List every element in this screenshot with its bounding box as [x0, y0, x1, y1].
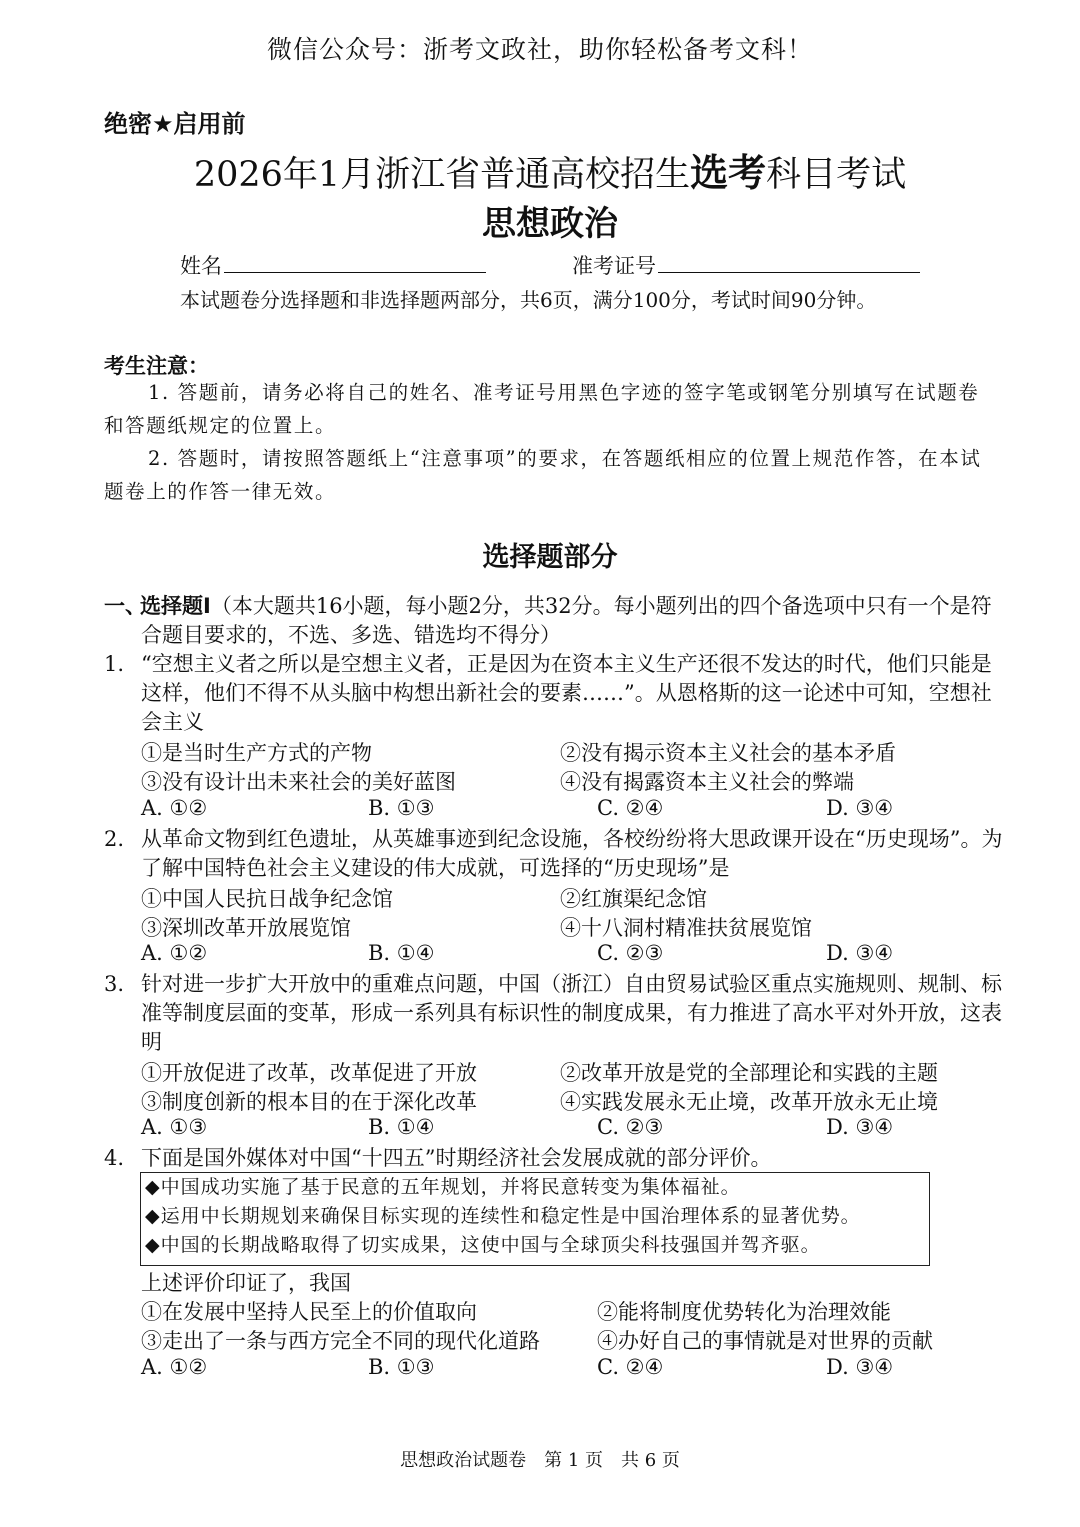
header-banner: 微信公众号：浙考文政社，助你轻松备考文科！ — [266, 35, 813, 64]
question-stem: 从革命文物到红色遗址，从英雄事迹到纪念设施，各校纷纷将大思政课开设在“历史现场”。为了解中国特色社会主义建设的伟大成就，可选择的“历史现场”是 — [141, 827, 1003, 880]
answer-choice: C. ②④ — [597, 1355, 664, 1379]
answer-choice: B. ①③ — [368, 796, 435, 820]
answer-choice: C. ②④ — [597, 796, 664, 820]
quote-line: ◆运用中长期规划来确保目标实现的连续性和稳定性是中国治理体系的显著优势。 — [145, 1205, 861, 1227]
option-item: ③深圳改革开放展览馆 — [141, 916, 351, 940]
question-stem: 针对进一步扩大开放中的重难点问题，中国（浙江）自由贸易试验区重点实施规则、规制、标准等制度层面的变革，形成一系列具有标识性的制度成果，有力推进了高水平对外开放，这表明 — [141, 972, 1002, 1054]
paper-info: 本试题卷分选择题和非选择题两部分，共6页，满分100分，考试时间90分钟。 — [180, 288, 877, 312]
part-prefix: 一、 — [104, 594, 146, 618]
quote-line: ◆中国的长期战略取得了切实成果，这使中国与全球顶尖科技强国并驾齐驱。 — [145, 1234, 821, 1256]
answer-choice: D. ③④ — [826, 1355, 894, 1379]
question-number: 4. — [104, 1146, 125, 1170]
answer-choice: C. ②③ — [597, 941, 664, 965]
question-lead: 上述评价印证了，我国 — [141, 1271, 351, 1295]
answer-choice: D. ③④ — [826, 1115, 894, 1139]
answer-choice: D. ③④ — [826, 941, 894, 965]
question — [0, 650, 1080, 740]
exam-title — [0, 142, 1080, 197]
notice-heading: 考生注意： — [104, 354, 209, 378]
question-stem: “空想主义者之所以是空想主义者，正是因为在资本主义生产还很不发达的时代，他们只能是这样，他们不得不从头脑中构想出新社会的要素……”。从恩格斯的这一论述中可知，空想社会主义 — [141, 652, 992, 734]
exam-title-bold: 选考 — [690, 151, 767, 195]
answer-choice: A. ①② — [141, 941, 208, 965]
answer-choice: A. ①② — [141, 796, 208, 820]
notice-item: 1. 答题前，请务必将自己的姓名、准考证号用黑色字迹的签字笔或钢笔分别填写在试题卷和答题纸规定的位置上。 — [104, 381, 980, 437]
option-item: ④十八洞村精准扶贫展览馆 — [560, 916, 812, 940]
option-item: ④办好自己的事情就是对世界的贡献 — [597, 1329, 933, 1353]
exam-id-field — [572, 250, 920, 280]
answer-choice: B. ①④ — [368, 941, 435, 965]
confidential-label: 绝密★启用前 — [104, 110, 246, 138]
option-item: ④实践发展永无止境，改革开放永无止境 — [560, 1090, 938, 1114]
question — [0, 825, 1080, 885]
question — [0, 970, 1080, 1060]
option-item: ②能将制度优势转化为治理效能 — [597, 1300, 891, 1324]
part-description: 选择题Ⅰ（本大题共16小题，每小题2分，共32分。每小题列出的四个备选项中只有一个是符合题目要求的，不选、多选、错选均不得分） — [140, 594, 992, 647]
exam-id-blank-line — [658, 252, 920, 273]
option-item: ③走出了一条与西方完全不同的现代化道路 — [141, 1329, 540, 1353]
question-stem: 下面是国外媒体对中国“十四五”时期经济社会发展成就的部分评价。 — [141, 1146, 772, 1170]
answer-choice: B. ①④ — [368, 1115, 435, 1139]
exam-id-label: 准考证号 — [572, 254, 656, 278]
question-number: 1. — [104, 652, 125, 676]
quote-line: ◆中国成功实施了基于民意的五年规划，并将民意转变为集体福祉。 — [145, 1176, 741, 1198]
option-item: ①开放促进了改革，改革促进了开放 — [141, 1061, 477, 1085]
question-number: 3. — [104, 972, 125, 996]
option-item: ②红旗渠纪念馆 — [560, 887, 707, 911]
question-number: 2. — [104, 827, 125, 851]
option-item: ①中国人民抗日战争纪念馆 — [141, 887, 393, 911]
answer-choice: C. ②③ — [597, 1115, 664, 1139]
notice-item: 2. 答题时，请按照答题纸上“注意事项”的要求，在答题纸相应的位置上规范作答，在本试题卷上的作答一律无效。 — [104, 447, 982, 503]
page-footer: 思想政治试题卷 第 1 页 共 6 页 — [400, 1450, 680, 1471]
name-label: 姓名 — [180, 254, 222, 278]
question — [0, 1144, 1080, 1174]
option-item: ④没有揭露资本主义社会的弊端 — [560, 770, 854, 794]
answer-choice: A. ①② — [141, 1355, 208, 1379]
option-item: ①在发展中坚持人民至上的价值取向 — [141, 1300, 477, 1324]
quote-box — [140, 1172, 930, 1266]
option-item: ③制度创新的根本目的在于深化改革 — [141, 1090, 477, 1114]
answer-choice: A. ①③ — [141, 1115, 208, 1139]
name-field — [180, 250, 486, 280]
option-item: ②改革开放是党的全部理论和实践的主题 — [560, 1061, 938, 1085]
part-label: 选择题Ⅰ — [140, 594, 211, 618]
name-blank-line — [224, 252, 486, 273]
exam-title-part1: 2026年1月浙江省普通高校招生 — [193, 155, 691, 195]
option-item: ①是当时生产方式的产物 — [141, 741, 372, 765]
exam-title-part2: 科目考试 — [766, 155, 907, 195]
answer-choice: B. ①③ — [368, 1355, 435, 1379]
subject-title: 思想政治 — [482, 204, 618, 244]
option-item: ②没有揭示资本主义社会的基本矛盾 — [560, 741, 896, 765]
option-item: ③没有设计出未来社会的美好蓝图 — [141, 770, 456, 794]
section-title: 选择题部分 — [482, 542, 618, 573]
answer-choice: D. ③④ — [826, 796, 894, 820]
part-header — [0, 592, 1080, 652]
